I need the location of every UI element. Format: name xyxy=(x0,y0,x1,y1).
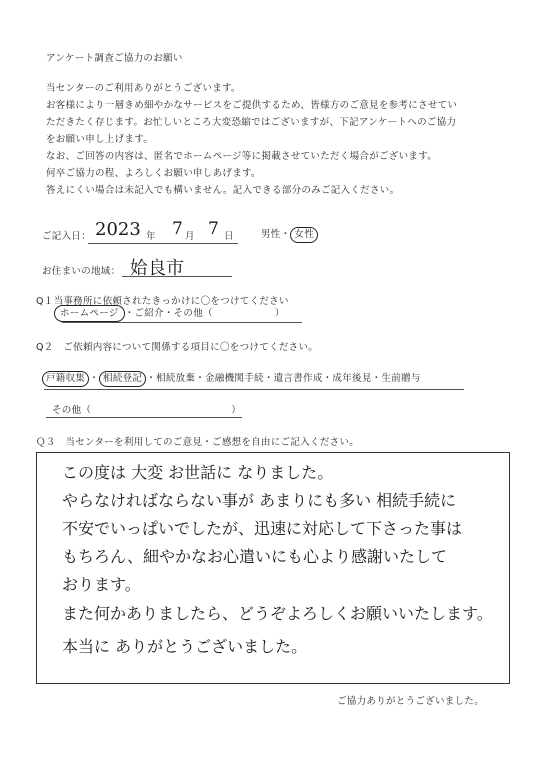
gender-female-circled: 女性 xyxy=(290,227,318,243)
area-underline xyxy=(122,276,232,277)
intro-line-5: なお、ご回答の内容は、匿名でホームページ等に掲載させていただく場合がございます。 xyxy=(46,151,438,162)
intro-line-1: 当センターのご利用ありがとうございます。 xyxy=(46,83,241,94)
footer-thanks: ご協力ありがとうございました。 xyxy=(337,696,485,707)
q2-options-underline xyxy=(44,389,464,390)
date-month: 7 xyxy=(172,219,183,239)
q2-options: 戸籍収集 ・ 相続登記 ・相続放棄・金融機関手続・遺言書作成・成年後見・生前贈与 xyxy=(42,370,421,387)
intro-line-7: 答えにくい場合は未記入でも構いません。記入できる部分のみご記入ください。 xyxy=(46,185,400,196)
intro-line-6: 何卒ご協力の程、よろしくお願い申しあげます。 xyxy=(46,168,261,179)
q1-option-rest: ・ご紹介・その他（ xyxy=(124,308,213,319)
intro-line-3: ただきたく存じます。お忙しいところ大変恐縮ではございますが、下記アンケートへのご協力 xyxy=(46,117,457,128)
gender-options xyxy=(261,226,318,243)
q2-other-underline xyxy=(46,417,242,418)
q2-option-sozoku-circled: 相続登記 xyxy=(99,371,146,387)
intro-line-2: お客様により一層きめ細やかなサービスをご提供するため、皆様方のご意見を参考にさせてい xyxy=(46,100,458,111)
q3-answer-line-3: 不安でいっぱいでしたが、迅速に対応して下さった事は xyxy=(62,519,463,538)
q2-other-label: その他（ xyxy=(52,405,92,416)
q3-question: Ｑ３ 当センターを利用してのご意見・ご感想を自由にご記入ください。 xyxy=(36,437,360,448)
q1-options xyxy=(54,305,285,322)
date-label: ご記入日： xyxy=(42,231,92,242)
q1-underline xyxy=(62,322,302,323)
date-day: 7 xyxy=(208,219,219,239)
q1-option-homepage-circled: ホームページ xyxy=(54,305,125,322)
date-year: 2023 xyxy=(95,219,141,240)
q3-answer-line-2: やらなければならない事が あまりにも多い 相続手続に xyxy=(62,491,457,510)
year-unit: 年 xyxy=(146,231,156,242)
q3-answer-line-1: この度は 大変 お世話に なりました。 xyxy=(62,463,334,482)
q2-option-rest: ・相続放棄・金融機関手続・遺言書作成・成年後見・生前贈与 xyxy=(146,373,421,384)
q2-question: Q２ ご依頼内容について関係する項目に〇をつけてください。 xyxy=(36,342,318,353)
day-unit: 日 xyxy=(224,231,234,242)
gender-separator: ・ xyxy=(280,229,291,240)
q3-answer-line-6: また何かありましたら、どうぞよろしくお願いいたします。 xyxy=(62,604,493,623)
area-label: お住まいの地域： xyxy=(42,266,121,277)
gender-male: 男性 xyxy=(261,229,281,240)
q2-other xyxy=(52,402,241,416)
intro-line-4: をお願い申し上げます。 xyxy=(46,134,154,145)
q3-answer-line-4: もちろん、細やかなお心遣いにも心より感謝いたして xyxy=(62,547,447,566)
q1-question: Q１当事務所に依頼されたきっかけに〇をつけてください xyxy=(36,296,289,307)
q3-answer-line-7: 本当に ありがとうございました。 xyxy=(62,637,308,656)
date-underline xyxy=(88,243,238,244)
q3-answer-line-5: おります。 xyxy=(62,575,141,594)
area-value: 姶良市 xyxy=(130,258,184,279)
month-unit: 月 xyxy=(185,231,195,242)
q2-option-koseki-circled: 戸籍収集 xyxy=(42,371,89,387)
survey-title: アンケート調査ご協力のお願い xyxy=(46,53,183,64)
q1-close-paren: ） xyxy=(274,308,285,319)
q2-close-paren: ） xyxy=(231,405,242,416)
